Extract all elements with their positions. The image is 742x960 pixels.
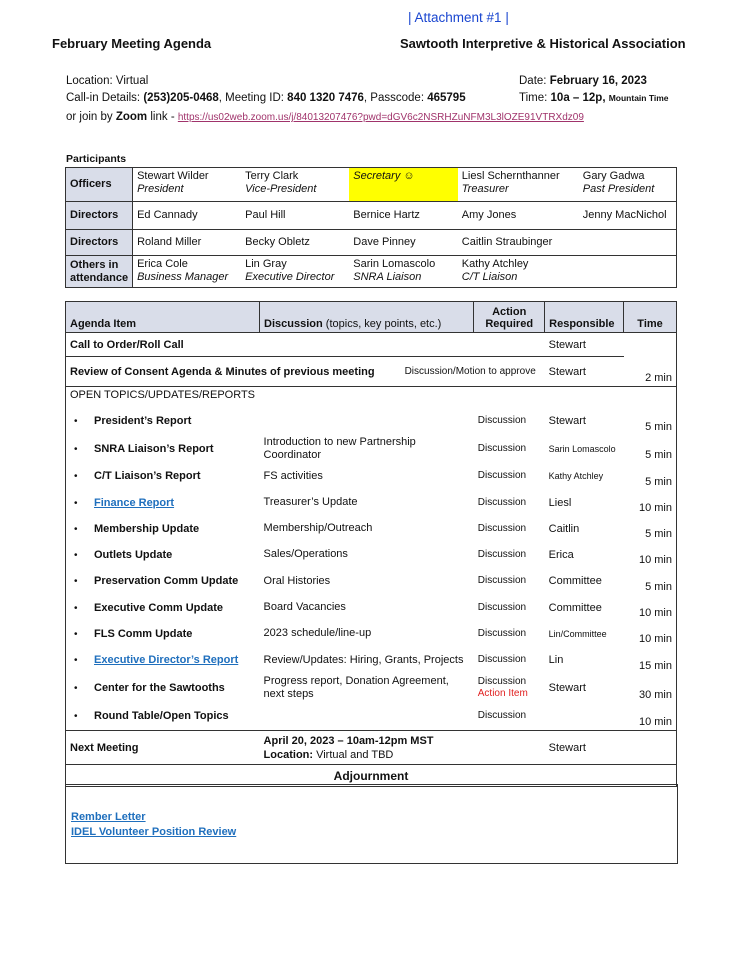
agenda-item-cell bbox=[66, 595, 260, 621]
agenda-action: Discussion bbox=[477, 627, 527, 639]
zoom-line: or join by Zoom link - https://us02web.zoom.us/j/84013207476?pwd=dGV6c2NSRHZuNFM3L3lOZE91VTRXdz09 bbox=[66, 111, 584, 123]
bullet-icon: • bbox=[74, 628, 78, 640]
agenda-discussion: Introduction to new Partnership Coordinator bbox=[263, 435, 416, 461]
participant-cell bbox=[458, 256, 579, 288]
agenda-row bbox=[66, 490, 677, 516]
agenda-action-cell bbox=[474, 568, 545, 595]
agenda-responsible: Kathy Atchley bbox=[548, 471, 604, 481]
agenda-row bbox=[66, 542, 677, 568]
participant-name: Terry Clark bbox=[245, 170, 299, 182]
agenda-action: Discussion bbox=[477, 676, 527, 687]
participant-cell bbox=[579, 256, 677, 288]
agenda-discussion bbox=[260, 407, 474, 435]
agenda-row bbox=[66, 407, 677, 435]
participant-cell bbox=[458, 202, 579, 230]
agenda-action-cell bbox=[474, 647, 545, 674]
next-meeting-details bbox=[260, 731, 545, 765]
agenda-item: Center for the Sawtooths bbox=[94, 682, 225, 694]
agenda-discussion: Board Vacancies bbox=[263, 601, 346, 613]
attachment-link[interactable]: Rember Letter bbox=[71, 811, 146, 823]
agenda-responsible: Caitlin bbox=[548, 522, 580, 535]
agenda-time: 5 min bbox=[624, 407, 677, 435]
agenda-row bbox=[66, 357, 677, 387]
agenda-action-cell bbox=[474, 595, 545, 621]
participant-cell bbox=[241, 202, 349, 230]
agenda-action: Discussion bbox=[477, 522, 527, 534]
location-value: Virtual and TBD bbox=[313, 748, 394, 761]
agenda-item: SNRA Liaison’s Report bbox=[94, 442, 214, 455]
bullet-icon: • bbox=[74, 443, 78, 455]
header-agenda-item: Agenda Item bbox=[66, 302, 260, 333]
agenda-responsible: Committee bbox=[548, 601, 602, 614]
agenda-item-cell bbox=[66, 621, 260, 647]
participant-group-label: Directors bbox=[66, 230, 133, 256]
agenda-time: 5 min bbox=[624, 463, 677, 490]
participant-cell bbox=[458, 230, 579, 256]
bullet-icon: • bbox=[74, 471, 78, 482]
agenda-discussion: Review/Updates: Hiring, Grants, Projects bbox=[263, 653, 464, 666]
agenda-item-cell bbox=[66, 516, 260, 542]
agenda-item-cell bbox=[66, 674, 260, 703]
agenda-action: Discussion bbox=[477, 442, 527, 454]
agenda-responsible: Lin/Committee bbox=[548, 628, 607, 639]
agenda-action-cell bbox=[474, 516, 545, 542]
agenda-responsible: Erica bbox=[548, 548, 574, 561]
consent-action: Discussion/Motion to approve bbox=[404, 365, 536, 377]
agenda-action-cell bbox=[474, 435, 545, 463]
participant-name: Becky Obletz bbox=[245, 236, 310, 248]
location-line: Location: Virtual bbox=[66, 75, 149, 87]
participant-row bbox=[66, 168, 677, 202]
next-meeting-time bbox=[624, 731, 677, 765]
participant-row bbox=[66, 256, 677, 288]
agenda-item: Membership Update bbox=[94, 522, 200, 535]
participant-cell bbox=[133, 256, 242, 288]
header-action: Action Required bbox=[474, 302, 545, 333]
agenda-item: Call to Order/Roll Call bbox=[66, 333, 545, 357]
agenda-time: 10 min bbox=[624, 703, 677, 731]
participant-cell bbox=[349, 168, 458, 202]
participant-cell bbox=[579, 202, 677, 230]
participant-name: Erica Cole bbox=[137, 258, 188, 270]
participant-name: Jenny MacNichol bbox=[582, 209, 667, 221]
agenda-table bbox=[65, 301, 677, 787]
time-line: Time: 10a – 12p, Mountain Time bbox=[519, 92, 669, 104]
agenda-item-cell bbox=[66, 407, 260, 435]
agenda-action-cell bbox=[474, 674, 545, 703]
participant-role: C/T Liaison bbox=[461, 271, 518, 283]
participant-role: Business Manager bbox=[137, 271, 229, 283]
participant-cell bbox=[579, 230, 677, 256]
bullet-icon: • bbox=[74, 497, 78, 509]
agenda-time: 5 min bbox=[624, 435, 677, 463]
participant-cell bbox=[241, 230, 349, 256]
agenda-responsible: Stewart bbox=[548, 682, 586, 694]
agenda-item-link[interactable]: Finance Report bbox=[94, 496, 175, 509]
participant-name: Lin Gray bbox=[245, 258, 287, 270]
agenda-action: Discussion bbox=[477, 710, 527, 722]
agenda-time: 10 min bbox=[624, 621, 677, 647]
agenda-action-cell bbox=[474, 407, 545, 435]
agenda-item-cell bbox=[66, 542, 260, 568]
participants-heading: Participants bbox=[66, 153, 127, 165]
agenda-item: Preservation Comm Update bbox=[94, 575, 239, 587]
agenda-time-cell bbox=[624, 333, 677, 357]
bullet-icon: • bbox=[74, 549, 78, 561]
participant-cell bbox=[458, 168, 579, 202]
agenda-responsible: Lin bbox=[548, 654, 564, 666]
agenda-discussion: Treasurer’s Update bbox=[263, 496, 358, 508]
organization-name: Sawtooth Interpretive & Historical Association bbox=[400, 36, 686, 51]
participant-name: Gary Gadwa bbox=[582, 170, 645, 182]
bullet-icon: • bbox=[74, 683, 78, 694]
agenda-discussion: Oral Histories bbox=[263, 574, 331, 587]
participant-cell bbox=[133, 168, 242, 202]
participant-name: Paul Hill bbox=[245, 209, 286, 221]
agenda-item-cell bbox=[66, 490, 260, 516]
agenda-time: 2 min bbox=[624, 357, 677, 387]
agenda-time: 10 min bbox=[624, 542, 677, 568]
agenda-time: 15 min bbox=[624, 647, 677, 674]
next-meeting-date: April 20, 2023 – 10am-12pm MST bbox=[263, 734, 434, 747]
participant-role: Treasurer bbox=[461, 183, 509, 195]
agenda-row bbox=[66, 674, 677, 703]
participant-group-label: Others in attendance bbox=[66, 256, 133, 288]
participant-name: Roland Miller bbox=[137, 236, 202, 248]
agenda-discussion: Membership/Outreach bbox=[263, 522, 373, 534]
agenda-time: 10 min bbox=[624, 595, 677, 621]
participant-cell bbox=[241, 168, 349, 202]
agenda-item: FLS Comm Update bbox=[94, 627, 193, 640]
agenda-action: Discussion bbox=[477, 414, 527, 426]
participant-cell bbox=[349, 202, 458, 230]
participant-cell bbox=[349, 256, 458, 288]
agenda-row bbox=[66, 647, 677, 674]
participant-name: Amy Jones bbox=[461, 209, 517, 221]
attachment-link[interactable]: IDEL Volunteer Position Review bbox=[71, 826, 237, 838]
participant-name: Kathy Atchley bbox=[461, 258, 529, 270]
bullet-icon: • bbox=[74, 711, 78, 723]
agenda-row bbox=[66, 333, 677, 357]
participant-cell bbox=[133, 202, 242, 230]
agenda-row bbox=[66, 595, 677, 621]
agenda-item: President’s Report bbox=[94, 414, 192, 427]
agenda-row bbox=[66, 568, 677, 595]
bullet-icon: • bbox=[74, 415, 78, 427]
agenda-responsible bbox=[545, 703, 624, 731]
adjournment-label: Adjournment bbox=[66, 765, 677, 787]
open-topics-heading: OPEN TOPICS/UPDATES/REPORTS bbox=[66, 387, 677, 407]
agenda-row bbox=[66, 463, 677, 490]
agenda-discussion: Sales/Operations bbox=[263, 548, 348, 560]
agenda-action: Discussion bbox=[477, 601, 527, 613]
header-responsible: Responsible bbox=[545, 302, 624, 333]
agenda-action: Discussion bbox=[477, 496, 527, 508]
agenda-responsible: Liesl bbox=[548, 496, 572, 509]
participant-role: Executive Director bbox=[245, 271, 335, 283]
agenda-item: C/T Liaison’s Report bbox=[94, 470, 201, 482]
agenda-time: 30 min bbox=[624, 674, 677, 703]
participant-role: Past President bbox=[582, 183, 655, 195]
location-label: Location: bbox=[263, 748, 314, 761]
next-meeting-label: Next Meeting bbox=[66, 731, 260, 765]
agenda-row bbox=[66, 621, 677, 647]
agenda-item: Round Table/Open Topics bbox=[94, 710, 229, 723]
agenda-action-cell bbox=[474, 490, 545, 516]
participant-group-label: Officers bbox=[66, 168, 133, 202]
participant-name: Stewart Wilder bbox=[137, 170, 209, 182]
agenda-item bbox=[66, 357, 536, 387]
agenda-responsible: Stewart bbox=[545, 333, 624, 357]
agenda-title: February Meeting Agenda bbox=[52, 36, 212, 51]
participant-name: Bernice Hartz bbox=[353, 209, 420, 221]
agenda-item: Executive Comm Update bbox=[94, 601, 223, 614]
agenda-action: Discussion bbox=[477, 470, 527, 481]
zoom-link[interactable]: https://us02web.zoom.us/j/84013207476?pwd=dGV6c2NSRHZuNFM3L3lOZE91VTRXdz09 bbox=[177, 112, 584, 123]
agenda-responsible: Stewart bbox=[545, 357, 624, 387]
date-line: Date: February 16, 2023 bbox=[519, 75, 647, 87]
agenda-action: Discussion bbox=[477, 548, 527, 560]
agenda-item-cell bbox=[66, 647, 260, 674]
participant-cell bbox=[349, 230, 458, 256]
bullet-icon: • bbox=[74, 602, 78, 614]
agenda-responsible: Sarin Lomascolo bbox=[548, 443, 616, 454]
agenda-discussion: 2023 schedule/line-up bbox=[263, 627, 372, 639]
agenda-row bbox=[66, 516, 677, 542]
participant-cell bbox=[133, 230, 242, 256]
agenda-action: Discussion bbox=[477, 575, 527, 586]
agenda-action-cell bbox=[474, 463, 545, 490]
agenda-action-item: Action Item bbox=[477, 688, 528, 699]
participant-name: Liesl Schernthanner bbox=[461, 170, 560, 182]
agenda-discussion: Progress report, Donation Agreement, next steps bbox=[263, 675, 449, 700]
participant-role: President bbox=[137, 183, 184, 195]
participant-name: Sarin Lomascolo bbox=[353, 258, 436, 270]
participant-name: Dave Pinney bbox=[353, 236, 416, 248]
participant-role: SNRA Liaison bbox=[353, 271, 422, 283]
agenda-action-cell bbox=[474, 703, 545, 731]
next-meeting-row bbox=[66, 731, 677, 765]
participant-name: Caitlin Straubinger bbox=[461, 236, 553, 248]
agenda-item: Outlets Update bbox=[94, 548, 173, 561]
header-discussion: Discussion (topics, key points, etc.) bbox=[260, 302, 474, 333]
agenda-item-link[interactable]: Executive Director’s Report bbox=[94, 654, 239, 666]
attachment-label: | Attachment #1 | bbox=[408, 10, 509, 25]
agenda-discussion bbox=[260, 703, 474, 731]
participant-role: Secretary ☺ bbox=[353, 170, 415, 182]
participant-cell bbox=[579, 168, 677, 202]
agenda-row bbox=[66, 703, 677, 731]
next-meeting-location bbox=[264, 748, 541, 762]
participant-group-label: Directors bbox=[66, 202, 133, 230]
agenda-time: 10 min bbox=[624, 490, 677, 516]
participants-table bbox=[65, 167, 677, 288]
participant-row bbox=[66, 230, 677, 256]
agenda-item-cell bbox=[66, 703, 260, 731]
bullet-icon: • bbox=[74, 523, 78, 535]
agenda-time: 5 min bbox=[624, 516, 677, 542]
agenda-responsible: Committee bbox=[548, 575, 602, 587]
next-meeting-responsible: Stewart bbox=[545, 731, 624, 765]
agenda-section-row bbox=[66, 387, 677, 407]
participant-row bbox=[66, 202, 677, 230]
agenda-item-cell bbox=[66, 435, 260, 463]
attachments-box bbox=[65, 784, 678, 864]
agenda-item-cell bbox=[66, 463, 260, 490]
callin-line: Call-in Details: (253)205-0468, Meeting ID: 840 1320 7476, Passcode: 465795 bbox=[66, 92, 466, 104]
consent-item: Review of Consent Agenda & Minutes of previous meeting bbox=[70, 365, 375, 378]
agenda-responsible: Stewart bbox=[548, 414, 586, 427]
bullet-icon: • bbox=[74, 655, 78, 666]
participant-cell bbox=[241, 256, 349, 288]
bullet-icon: • bbox=[74, 576, 78, 587]
agenda-time: 5 min bbox=[624, 568, 677, 595]
agenda-discussion: FS activities bbox=[263, 469, 323, 482]
agenda-action-cell bbox=[474, 621, 545, 647]
agenda-action-cell bbox=[474, 542, 545, 568]
participant-role: Vice-President bbox=[245, 183, 317, 195]
agenda-action: Discussion bbox=[477, 654, 527, 665]
agenda-item-cell bbox=[66, 568, 260, 595]
header-time: Time bbox=[624, 302, 677, 333]
participant-name: Ed Cannady bbox=[137, 209, 198, 221]
agenda-row bbox=[66, 435, 677, 463]
